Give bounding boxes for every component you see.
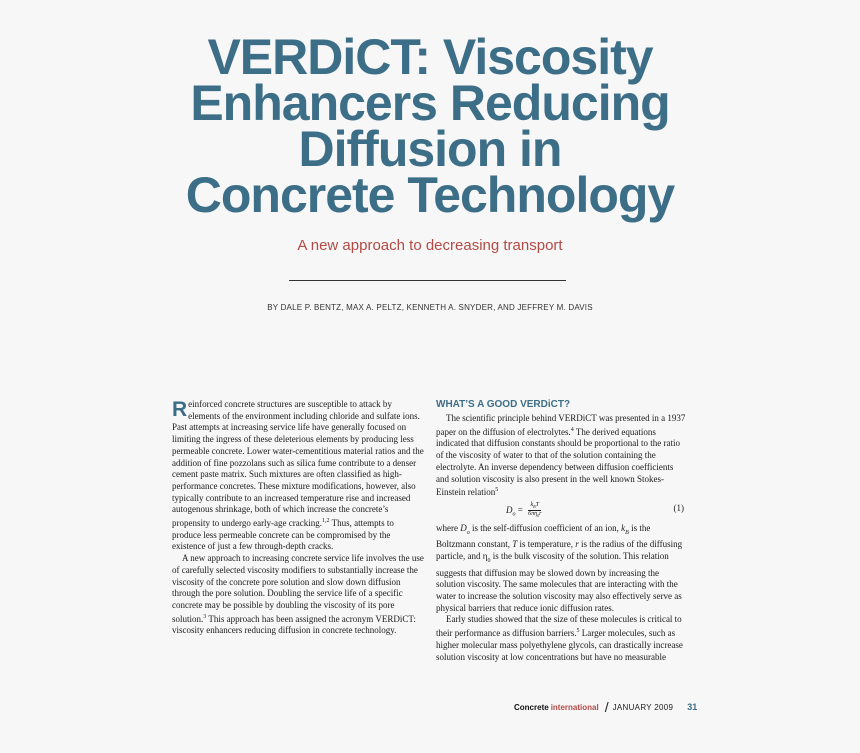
eq-lhs: D [506,504,513,515]
eq-num-t: T [535,501,539,508]
eq-equals: = [517,504,523,515]
def-text-d: is temperature, [517,539,576,550]
article-title [90,29,770,223]
def-sym-r: r [575,539,579,550]
principle-text-end: The derived equations indicated that diffusion constants should be proportional to the ratio of the viscosity of water to that of the solution containing the electrolyte. An inverse dependency between diffusion coefficients and solution viscosity is also present in the well known Stokes-Einstein relation [436,426,681,498]
eq-lhs-sub: o [512,511,516,518]
approach-text: A new approach to increasing concrete service life involves the use of carefully selected viscosity modifiers to substantially increase the viscosity of the concrete pore solution and slow down diffusion through the pore solution. Doubling the service life of a specific concrete may be possible by doubling the viscosity of its pore solution. [172,553,424,624]
eq-num-sub: B [533,504,536,510]
intro-paragraph [172,399,424,553]
stokes-einstein-equation [436,500,688,522]
def-text-b: is the self-diffusion coefficient of an ion, [469,522,622,533]
early-studies-text-end: Larger molecules, such as higher molecular mass polyethylene glycols, can drastically increase solution viscosity at low concentrations but have no measurable [436,628,683,662]
approach-text-end: This approach has been assigned the acronym VERDiCT: viscosity enhancers reducing diffusion in concrete technology. [172,613,416,636]
eq-numerator [528,502,541,511]
def-sym-d-sub: o [466,529,470,536]
left-column [172,399,424,637]
magazine-logo-part1: Concrete [514,702,549,712]
def-sym-eta-sub: 0 [487,557,491,564]
intro-text: einforced concrete structures are susceptible to attack by elements of the environment including chloride and sulfate ions. Past attempts at increasing service life have generally focused on limiting the ingress of these deleterious elements by producing less permeable concrete. Lower water-cementitious material ratios and the addition of fine pozzolans such as silica fume contribute to a denser cement paste matrix. Such mixtures are often classified as high-performance concretes. These mixture modifications, however, also typically contribute to an increased temperature rise and increased autogenous shrinkage, both of which increase the concrete’s propensity to undergo early-age cracking. [172,399,424,529]
page-footer [514,699,698,715]
def-sym-d: D [460,522,467,533]
title-line-2: Enhancers Reducing [190,75,670,131]
early-studies-text: Early studies showed that the size of these molecules is critical to their performance as diffusion barriers. [436,614,682,639]
def-text-f: is the bulk viscosity of the solution. This relation suggests that diffusion may be slowed down by increasing the solution viscosity. The same molecules that are interacting with the water to increase the solution viscosity may also effectively serve as physical barriers that reduce ionic diffusion rates. [436,551,682,613]
principle-paragraph [436,413,688,499]
eq-denominator [528,511,541,519]
def-sym-k: k [621,522,626,533]
citation-ref: 4 [570,426,574,433]
def-sym-t: T [512,539,518,550]
def-text-c: is the Boltzmann constant, [436,522,651,550]
definition-paragraph [436,523,688,615]
eq-den-sub: 0 [537,513,540,519]
principle-text: The scientific principle behind VERDiCT was presented in a 1937 paper on the diffusion of electrolytes. [436,413,686,437]
byline: BY DALE P. BENTZ, MAX A. PELTZ, KENNETH A. SNYDER, AND JEFFREY M. DAVIS [267,303,593,312]
drop-cap: R [172,398,188,421]
def-sym-eta: η [482,551,488,562]
def-sym-k-sub: B [625,529,629,536]
magazine-logo-part2: international [550,702,599,712]
eq-den-main: 6πη [528,511,538,518]
eq-den-r: r [539,511,542,518]
equation-number: (1) [673,502,684,513]
equation-body [506,502,541,521]
footer-slash: / [604,699,609,715]
early-studies-paragraph [436,614,688,663]
eq-fraction [528,502,541,519]
approach-paragraph [172,553,424,637]
page-number: 31 [687,702,698,712]
citation-ref: 3 [203,613,207,620]
right-column [436,398,688,663]
intro-text-end: Thus, attempts to produce less permeable concrete can be compromised by the existence of just a few through-depth cracks. [172,518,394,552]
eq-num-k: k [530,501,534,508]
citation-ref: 1,2 [322,518,330,525]
def-text-a: where [436,522,461,533]
title-line-3: Diffusion in [298,121,562,177]
article-subtitle: A new approach to decreasing transport [297,237,563,254]
title-line-4: Concrete Technology [185,167,675,223]
issue-date: JANUARY 2009 [612,702,674,712]
title-line-1: VERDiCT: Viscosity [207,29,653,85]
def-text-e: is the radius of the diffusing particle, and [436,539,683,562]
title-divider [289,280,566,281]
citation-ref: 5 [576,628,580,635]
section-heading: WHAT’S A GOOD VERDiCT? [436,399,571,410]
citation-ref: 5 [495,487,499,494]
